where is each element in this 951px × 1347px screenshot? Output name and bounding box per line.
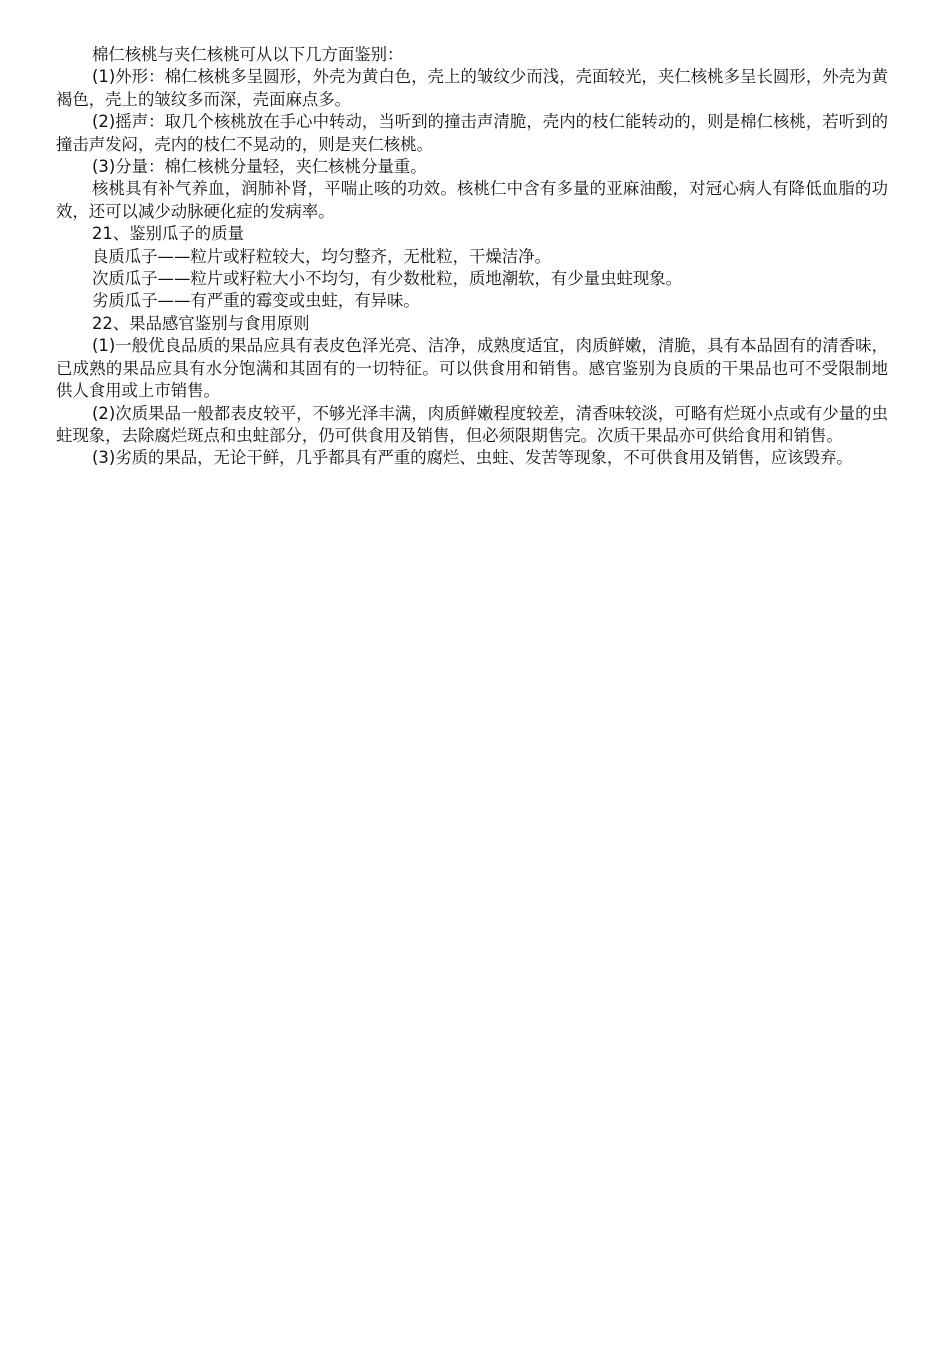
paragraph-shape: (1)外形：棉仁核桃多呈圆形，外壳为黄白色，壳上的皱纹少而浅，壳面较光，夹仁核桃多呈长圆形，外壳为黄褐色，壳上的皱纹多而深，壳面麻点多。 [56,67,888,109]
paragraph-sound: (2)摇声：取几个核桃放在手心中转动，当听到的撞击声清脆，壳内的枝仁能转动的，则是棉仁核桃，若听到的撞击声发闷，壳内的枝仁不晃动的，则是夹仁核桃。 [56,112,888,154]
document-body [56,44,888,470]
paragraph-medium-seeds: 次质瓜子——粒片或籽粒大小不均匀，有少数枇粒，质地潮软，有少量虫蛀现象。 [92,269,683,289]
paragraph-good-seeds: 良质瓜子——粒片或籽粒较大，均匀整齐，无枇粒，干燥洁净。 [92,246,551,266]
paragraph-good-fruit: (1)一般优良品质的果品应具有表皮色泽光亮、洁净，成熟度适宜，肉质鲜嫩，清脆，具有本品固有的清香味，已成熟的果品应具有水分饱满和其固有的一切特征。可以供食用和销售。感官鉴别为良质的干果品也可不受限制地供人食用或上市销售。 [56,336,888,401]
paragraph-weight: (3)分量：棉仁核桃分量轻，夹仁核桃分量重。 [92,157,427,177]
section-heading-22: 22、果品感官鉴别与食用原则 [92,313,310,333]
section-heading-21: 21、鉴别瓜子的质量 [92,224,244,244]
paragraph-medium-fruit: (2)次质果品一般都表皮较平，不够光泽丰满，肉质鲜嫩程度较差，清香味较淡，可略有烂斑小点或有少量的虫蛀现象，去除腐烂斑点和虫蛀部分，仍可供食用及销售，但必须限期售完。次质干果品亦可供给食用和销售。 [56,403,888,445]
paragraph-poor-seeds: 劣质瓜子——有严重的霉变或虫蛀，有异味。 [92,291,420,311]
paragraph-poor-fruit: (3)劣质的果品，无论干鲜，几乎都具有严重的腐烂、虫蛀、发苦等现象，不可供食用及销售，应该毁弃。 [92,448,853,468]
paragraph-walnut-benefits: 核桃具有补气养血，润肺补肾，平喘止咳的功效。核桃仁中含有多量的亚麻油酸，对冠心病人有降低血脂的功效，还可以减少动脉硬化症的发病率。 [56,179,888,221]
paragraph-intro: 棉仁核桃与夹仁核桃可从以下几方面鉴别： [92,45,404,64]
